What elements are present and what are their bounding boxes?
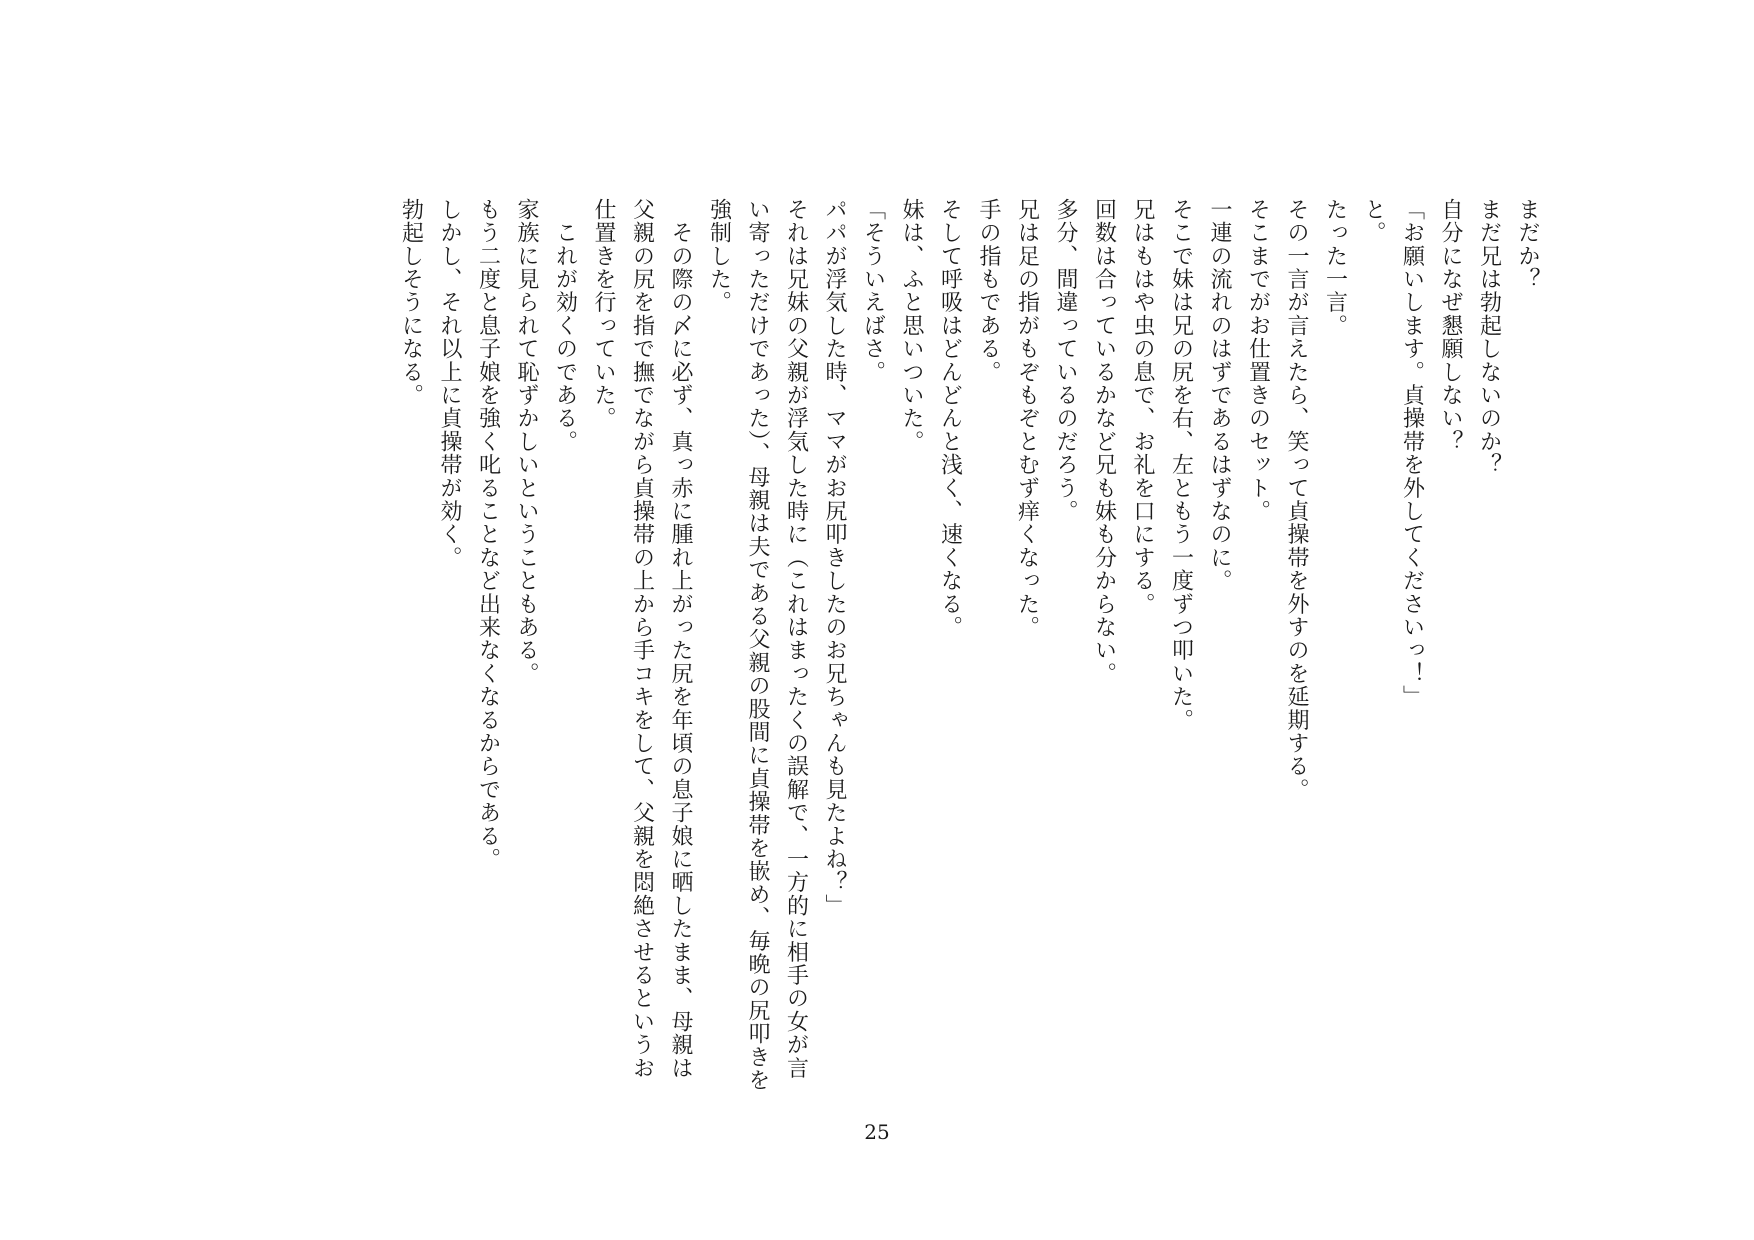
text-line: 兄はもはや虫の息で、お礼を口にする。 (1130, 198, 1155, 616)
vertical-body-text (391, 198, 1546, 1098)
text-line: 回数は合っているかなど兄も妹も分からない。 (1091, 198, 1117, 686)
text-line: 「お願いします。貞操帯を外してくださいっ！」 (1399, 198, 1425, 709)
text-line: もう二度と息子娘を強く叱ることなど出来なくなるからである。 (475, 198, 501, 871)
text-line: 多分、間違っているのだろう。 (1053, 198, 1078, 523)
text-line: そこで妹は兄の尻を右、左ともう一度ずつ叩いた。 (1168, 198, 1194, 732)
text-line: 手の指もである。 (976, 198, 1001, 384)
text-line: これが効くのである。 (552, 198, 578, 454)
text-line: まだか？ (1515, 198, 1540, 291)
text-line: と。 (1361, 198, 1386, 245)
text-line: たった一言。 (1322, 198, 1348, 338)
text-line: パパが浮気した時、ママがお尻叩きしたのお兄ちゃんも見たよね？」 (822, 198, 847, 918)
text-line: 「そういえばさ。 (860, 198, 886, 384)
text-line: その一言が言えたら、笑って貞操帯を外すのを延期する。 (1284, 198, 1309, 802)
text-line: そこまでがお仕置きのセット。 (1245, 198, 1271, 523)
text-line: 自分になぜ懇願しない？ (1438, 198, 1463, 454)
text-line: そして呼吸はどんどんと浅く、速くなる。 (937, 198, 963, 639)
text-line: まだ兄は勃起しないのか？ (1476, 198, 1502, 477)
text-line: 一連の流れのはずであるはずなのに。 (1207, 198, 1232, 593)
text-line: しかし、それ以上に貞操帯が効く。 (437, 198, 462, 570)
text-line: 兄は足の指がもぞもぞとむず痒くなった。 (1014, 198, 1040, 639)
text-line: 家族に見られて恥ずかしいということもある。 (514, 198, 539, 686)
page-number: 25 (864, 1120, 890, 1144)
text-line: それは兄妹の父親が浮気した時に（これはまったくの誤解で、一方的に相手の女が言い寄っただけであった）、母親は夫である父親の股間に貞操帯を嵌め、毎晩の尻叩きを強制した。 (706, 198, 809, 1092)
text-line: その際の〆に必ず、真っ赤に腫れ上がった尻を年頃の息子娘に晒したまま、母親は父親の尻を指で撫でながら貞操帯の上から手コキをして、父親を悶絶させるというお仕置きを行っていた。 (591, 198, 693, 1080)
text-line: 妹は、ふと思いついた。 (899, 198, 924, 454)
text-line: 勃起しそうになる。 (398, 198, 424, 407)
